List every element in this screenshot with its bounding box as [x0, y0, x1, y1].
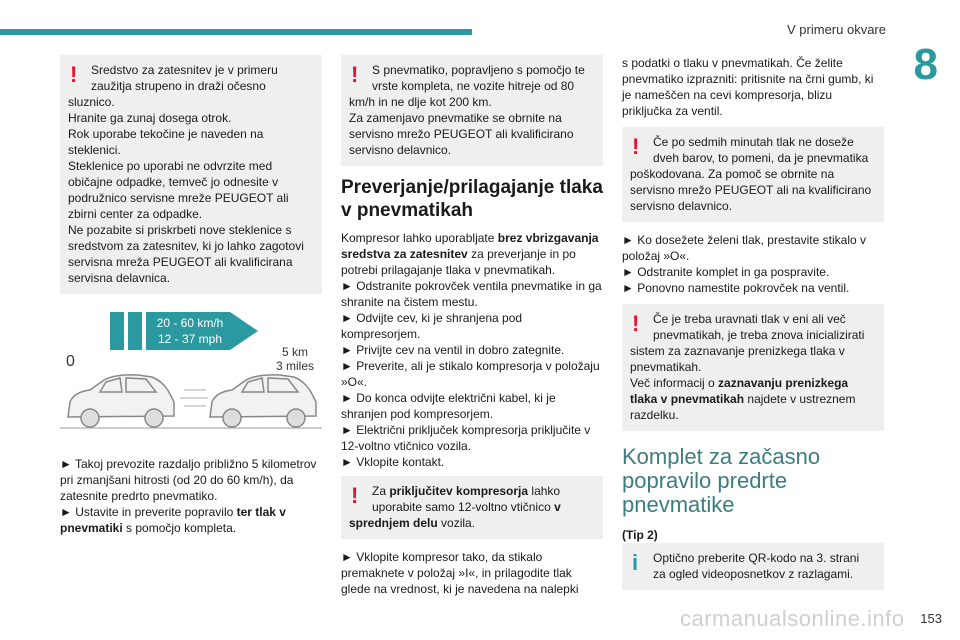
step-item: ► Do konca odvijte električni kabel, ki je shranjen pod kompresorjem.	[341, 391, 556, 421]
column-2	[341, 55, 603, 597]
instruction-paragraph: ► Takoj prevozite razdaljo približno 5 kilometrov pri zmanjšani hitrosti (od 20 do 60 km/h), da zatesnite predrto pnevmatiko.	[60, 457, 317, 503]
warning-text: sluznico.	[68, 95, 115, 109]
distance-km-label: 5 km	[281, 345, 309, 359]
info-text-line: za ogled videoposnetkov z razlagami.	[653, 567, 854, 581]
warning-text-line: uporabite samo 12-voltno vtičnico v	[372, 500, 561, 514]
warning-text-line: vrste kompleta, ne vozite hitreje od 80	[372, 79, 575, 93]
warning-box	[341, 55, 603, 166]
instruction-paragraph: ► Ustavite in preverite popravilo ter tlak v pnevmatiki s pomočjo kompleta.	[60, 505, 286, 535]
header-accent-bar	[0, 29, 472, 35]
warning-box	[622, 127, 884, 222]
warning-text: km/h in ne dlje kot 200 km.	[349, 95, 492, 109]
distance-start-label: 0	[66, 353, 75, 370]
watermark: carmanualsonline.info	[680, 606, 905, 631]
step-item: ► Preverite, ali je stikalo kompresorja v položaju »O«.	[341, 359, 600, 389]
speed-distance-illustration	[60, 312, 322, 442]
warning-text-line: Za priključitev kompresorja lahko	[372, 484, 561, 498]
subheading: (Tip 2)	[622, 528, 658, 542]
section-heading: Komplet za začasno popravilo predrte pnevmatike	[622, 444, 821, 517]
step-item: ► Ko dosežete želeni tlak, prestavite stikalo v položaj »O«.	[622, 233, 866, 263]
warning-icon: !	[351, 62, 359, 87]
step-item: ► Vklopite kontakt.	[341, 455, 445, 469]
warning-text-line: Če po sedmih minutah tlak ne doseže	[653, 135, 854, 149]
warning-icon: !	[70, 62, 78, 87]
warning-text-line: zaužitja strupeno in draži očesno	[91, 79, 266, 93]
warning-text: poškodovana. Za pomoč se obrnite na servisno mrežo PEUGEOT ali na kvalificirano servisno delavnico.	[630, 167, 872, 213]
step-item: ► Privijte cev na ventil in dobro zategnite.	[341, 343, 565, 357]
warning-text: Steklenice po uporabi ne odvrzite med običajne odpadke, temveč jo odnesite v podružnico servisne mreže PEUGEOT ali zbirni center za odpadke.	[68, 159, 289, 221]
warning-text-line: pnevmatikah, je treba znova inicializirati	[653, 328, 865, 342]
distance-miles-label: 3 miles	[275, 359, 315, 373]
step-item: ► Električni priključek kompresorja priključite v 12-voltno vtičnico vozila.	[341, 423, 591, 453]
warning-text: Ne pozabite si priskrbeti nove steklenice s sredstvom za zatesnitev, ki jo lahko zagotovi servisna mreža PEUGEOT ali kvalificirana servisna delavnica.	[68, 223, 304, 285]
section-heading: Preverjanje/prilagajanje tlaka v pnevmatikah	[341, 177, 603, 221]
motion-lines	[180, 390, 208, 406]
info-icon: i	[632, 550, 639, 575]
column-1	[60, 55, 322, 536]
section-title: V primeru okvare	[787, 22, 886, 37]
warning-icon: !	[632, 311, 640, 336]
warning-text: sistem za zaznavanje prenizkega tlaka v pnevmatikah.	[630, 344, 845, 374]
warning-icon: !	[351, 483, 359, 508]
warning-text: Več informacij o zaznavanju prenizkega tlaka v pnevmatikah najdete v ustreznem razdelku.	[630, 376, 856, 422]
step-item: ► Odstranite pokrovček ventila pnevmatike in ga shranite na čistem mestu.	[341, 279, 602, 309]
warning-text: sprednjem delu vozila.	[349, 516, 476, 530]
warning-text: Hranite ga zunaj dosega otrok.	[68, 111, 232, 125]
step-item: ► Ponovno namestite pokrovček na ventil.	[622, 281, 850, 295]
warning-box	[341, 476, 603, 539]
info-text-line: Optično preberite QR-kodo na 3. strani	[653, 551, 860, 565]
warning-text-line: S pnevmatiko, popravljeno s pomočjo te	[372, 63, 585, 77]
instruction-paragraph: ► Vklopite kompresor tako, da stikalo premaknete v položaj »I«, in prilagodite tlak glede na vrednost, ki je navedena na nalepki	[341, 550, 579, 596]
chapter-number: 8	[913, 40, 938, 89]
car-start-icon	[68, 375, 174, 427]
warning-text: Rok uporabe tekočine je naveden na steklenici.	[68, 127, 264, 157]
warning-box	[60, 55, 322, 294]
page-number: 153	[920, 611, 942, 626]
warning-text-line: Če je treba uravnati tlak v eni ali več	[653, 312, 846, 326]
speed-kmh-label: 20 - 60 km/h	[156, 316, 224, 330]
car-end-icon	[210, 375, 316, 427]
instruction-paragraph: s podatki o tlaku v pnevmatikah. Če želite pnevmatiko izprazniti: pritisnite na črni gumb, ki je nameščen na cevi kompresorja, blizu priključka za ventil.	[622, 56, 874, 118]
intro-paragraph: Kompresor lahko uporabljate brez vbrizgavanja sredstva za zatesnitev za preverjanje in po potrebi prilagajanje tlaka v pnevmatikah.	[341, 231, 599, 277]
warning-icon: !	[632, 134, 640, 159]
warning-text-line: Sredstvo za zatesnitev je v primeru	[91, 63, 278, 77]
speed-mph-label: 12 - 37 mph	[157, 332, 223, 346]
step-item: ► Odstranite komplet in ga pospravite.	[622, 265, 830, 279]
column-3	[622, 55, 884, 600]
driving-distance-figure	[60, 312, 322, 442]
warning-text: Za zamenjavo pnevmatike se obrnite na servisno mrežo PEUGEOT ali kvalificirano servisno delavnico.	[349, 111, 574, 157]
warning-text-line: dveh barov, to pomeni, da je pnevmatika	[653, 151, 869, 165]
info-box	[622, 543, 884, 590]
warning-box	[622, 304, 884, 431]
step-item: ► Odvijte cev, ki je shranjena pod kompresorjem.	[341, 311, 523, 341]
